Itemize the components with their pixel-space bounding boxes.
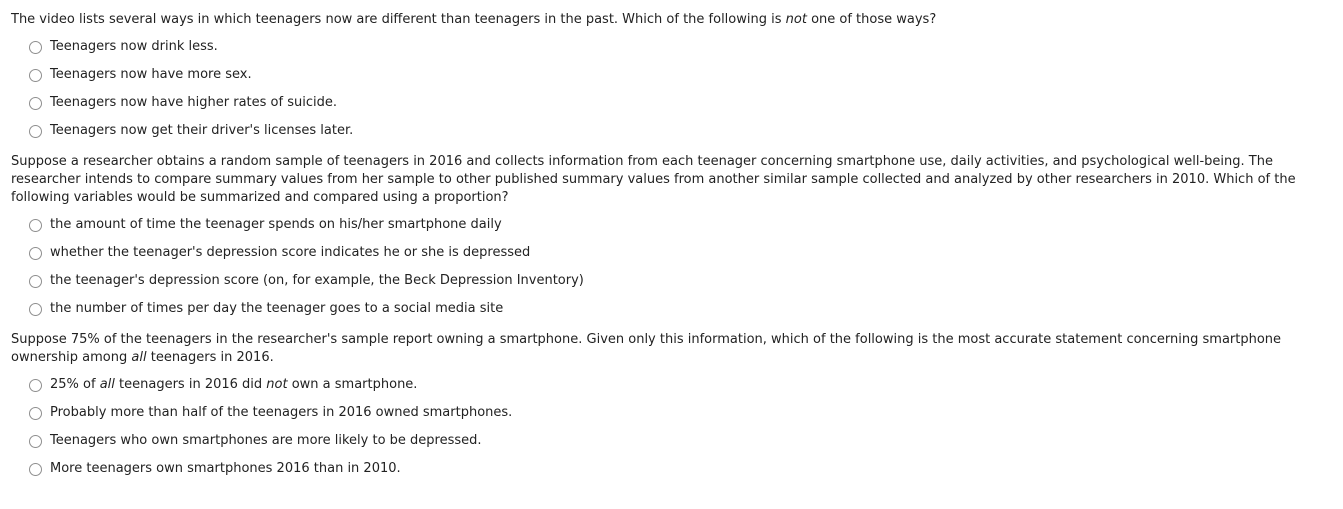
radio-button[interactable]: [29, 125, 42, 138]
answer-emphasis: all: [99, 377, 115, 392]
radio-button[interactable]: [29, 275, 42, 288]
answer-label[interactable]: More teenagers own smartphones 2016 than in 2010.: [50, 461, 401, 476]
prompt-text-end: one of those ways?: [806, 12, 937, 27]
answer-label[interactable]: whether the teenager's depression score indicates he or she is depressed: [50, 245, 531, 260]
answer-option[interactable]: [11, 427, 1331, 455]
prompt-emphasis: all: [131, 350, 147, 365]
prompt-text: The video lists several ways in which teenagers now are different than teenagers in the past. Which of the following is: [11, 12, 786, 27]
radio-button[interactable]: [29, 379, 42, 392]
answer-label[interactable]: Teenagers now have higher rates of suicide.: [50, 95, 337, 110]
answer-label[interactable]: [50, 376, 417, 394]
answer-text: 25% of: [50, 377, 100, 392]
question-prompt: [11, 153, 1331, 207]
radio-button[interactable]: [29, 407, 42, 420]
answer-label[interactable]: Teenagers now have more sex.: [50, 67, 252, 82]
answer-label[interactable]: the teenager's depression score (on, for example, the Beck Depression Inventory): [50, 273, 584, 288]
answer-option[interactable]: [11, 371, 1331, 399]
answer-option[interactable]: [11, 61, 1331, 89]
answer-options: [11, 371, 1331, 483]
radio-button[interactable]: [29, 41, 42, 54]
radio-button[interactable]: [29, 97, 42, 110]
answer-label[interactable]: Probably more than half of the teenagers in 2016 owned smartphones.: [50, 405, 513, 420]
question-3: [11, 331, 1331, 483]
question-2: [11, 153, 1331, 323]
answer-option[interactable]: [11, 33, 1331, 61]
prompt-emphasis: not: [785, 12, 807, 27]
answer-label[interactable]: Teenagers now get their driver's licenses later.: [50, 123, 354, 138]
question-1: [11, 11, 1331, 145]
radio-button[interactable]: [29, 69, 42, 82]
question-prompt: [11, 331, 1331, 367]
answer-label[interactable]: Teenagers who own smartphones are more likely to be depressed.: [50, 433, 482, 448]
answer-label[interactable]: Teenagers now drink less.: [50, 39, 218, 54]
radio-button[interactable]: [29, 463, 42, 476]
radio-button[interactable]: [29, 303, 42, 316]
question-prompt: [11, 11, 1331, 29]
radio-button[interactable]: [29, 435, 42, 448]
prompt-text-end: teenagers in 2016.: [146, 350, 274, 365]
prompt-text: Suppose 75% of the teenagers in the researcher's sample report owning a smartphone. Given only this information, which of the following is the most accurate statement concerning smartphone ownership among: [11, 332, 1282, 365]
answer-label[interactable]: the amount of time the teenager spends on his/her smartphone daily: [50, 217, 502, 232]
answer-options: [11, 211, 1331, 323]
answer-options: [11, 33, 1331, 145]
answer-emphasis-2: not: [266, 377, 288, 392]
radio-button[interactable]: [29, 219, 42, 232]
answer-option[interactable]: [11, 455, 1331, 483]
answer-option[interactable]: [11, 211, 1331, 239]
answer-text-end: own a smartphone.: [287, 377, 418, 392]
answer-option[interactable]: [11, 295, 1331, 323]
answer-option[interactable]: [11, 267, 1331, 295]
answer-option[interactable]: [11, 117, 1331, 145]
answer-option[interactable]: [11, 239, 1331, 267]
answer-option[interactable]: [11, 399, 1331, 427]
answer-label[interactable]: the number of times per day the teenager goes to a social media site: [50, 301, 504, 316]
prompt-text: Suppose a researcher obtains a random sample of teenagers in 2016 and collects information from each teenager concerning smartphone use, daily activities, and psychological well-being. The researcher intends to compare summary values from her sample to other published summary values from another similar sample collected and analyzed by other researchers in 2010. Which of the following variables would be summarized and compared using a proportion?: [11, 154, 1296, 205]
answer-option[interactable]: [11, 89, 1331, 117]
answer-text-mid: teenagers in 2016 did: [114, 377, 267, 392]
radio-button[interactable]: [29, 247, 42, 260]
